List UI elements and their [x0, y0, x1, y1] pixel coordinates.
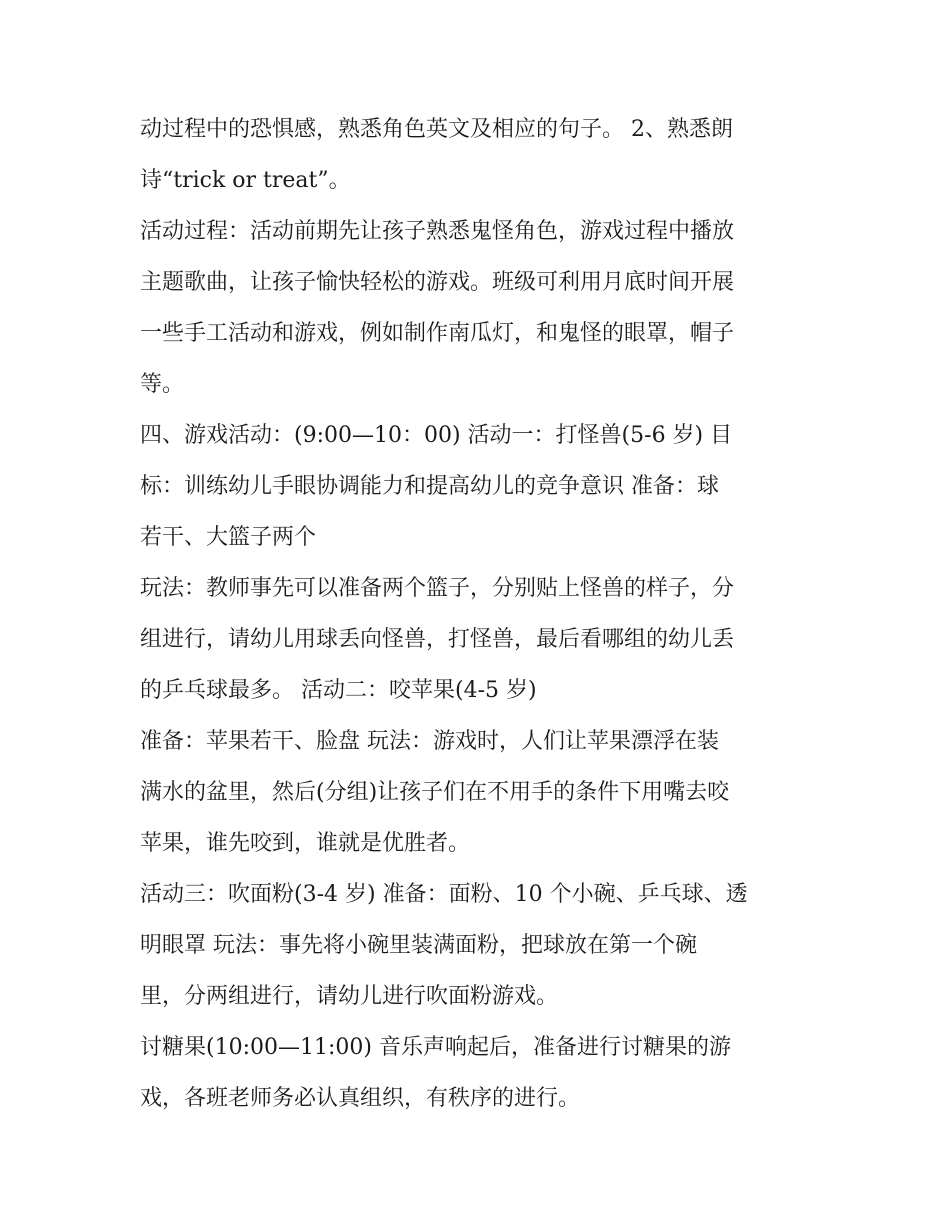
text-line: 活动三：吹面粉(3-4 岁) 准备：面粉、10 个小碗、乒乓球、透 — [140, 882, 748, 907]
text-line: 里，分两组进行，请幼儿进行吹面粉游戏。 — [140, 984, 559, 1009]
text-line: 的乒乓球最多。 活动二：咬苹果(4-5 岁) — [140, 678, 537, 703]
text-line: 准备：苹果若干、脸盘 玩法：游戏时，人们让苹果漂浮在装 — [140, 729, 719, 754]
document-body — [140, 104, 820, 1124]
text-line: 苹果，谁先咬到，谁就是优胜者。 — [140, 831, 471, 856]
text-line: 玩法：教师事先可以准备两个篮子，分别贴上怪兽的样子，分 — [140, 576, 735, 601]
text-line: 等。 — [140, 372, 185, 397]
text-line: 一些手工活动和游戏，例如制作南瓜灯，和鬼怪的眼罩，帽子 — [140, 321, 735, 346]
text-line: 四、游戏活动：(9:00—10：00) 活动一：打怪兽(5-6 岁) 目 — [140, 423, 733, 448]
text-line: 戏，各班老师务必认真组织，有秩序的进行。 — [140, 1086, 581, 1111]
text-line: 满水的盆里，然后(分组)让孩子们在不用手的条件下用嘴去咬 — [140, 780, 730, 805]
text-line: 若干、大篮子两个 — [140, 525, 317, 550]
text-line: 组进行，请幼儿用球丢向怪兽，打怪兽，最后看哪组的幼儿丢 — [140, 627, 735, 652]
text-line: 诗“trick or treat”。 — [140, 168, 351, 193]
text-line: 标：训练幼儿手眼协调能力和提高幼儿的竞争意识 准备：球 — [140, 474, 719, 499]
text-line: 主题歌曲，让孩子愉快轻松的游戏。班级可利用月底时间开展 — [140, 270, 735, 295]
text-line: 讨糖果(10:00—11:00) 音乐声响起后，准备进行讨糖果的游 — [140, 1035, 731, 1060]
text-line: 动过程中的恐惧感，熟悉角色英文及相应的句子。 2、熟悉朗 — [140, 117, 733, 142]
text-line: 明眼罩 玩法：事先将小碗里装满面粉，把球放在第一个碗 — [140, 933, 697, 958]
text-line: 活动过程：活动前期先让孩子熟悉鬼怪角色，游戏过程中播放 — [140, 219, 735, 244]
